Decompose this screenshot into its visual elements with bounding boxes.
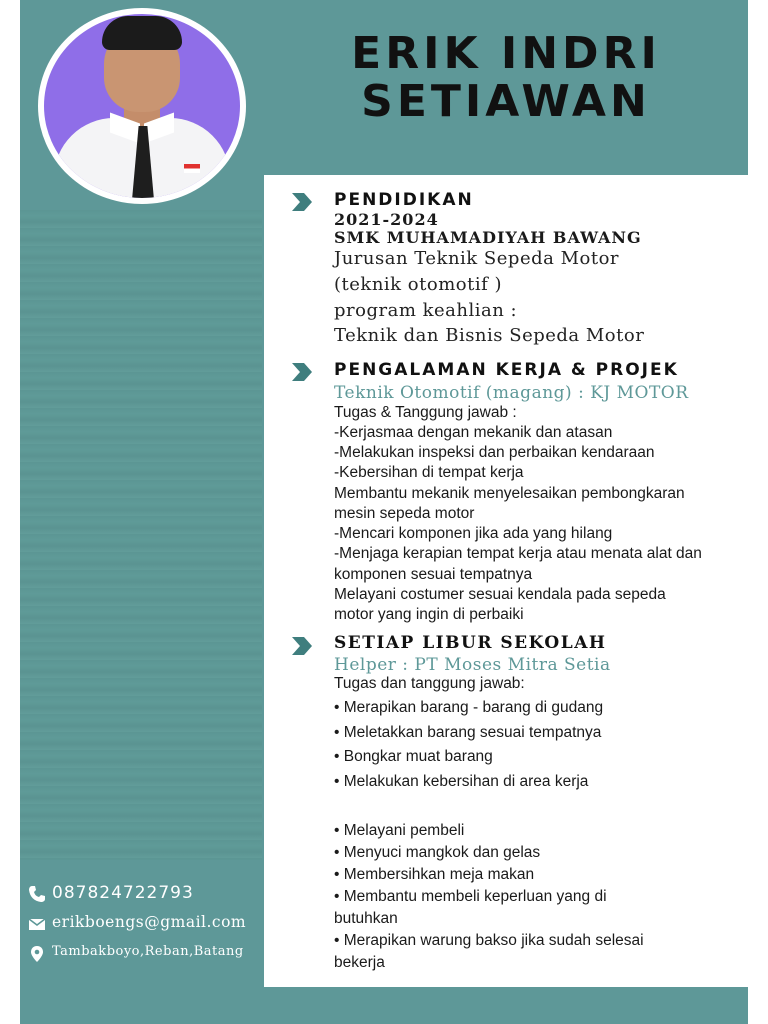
experience-line: -Melakukan inspeksi dan perbaikan kendaraan [334,444,655,461]
location-pin-icon [28,945,46,963]
education-line: program keahlian : [334,300,518,321]
contact-email [28,913,264,935]
contact-phone [28,883,258,907]
education-line: Jurusan Teknik Sepeda Motor [334,248,620,269]
experience-line: -Mencari komponen jika ada yang hilang [334,525,613,542]
holiday-line: • Bongkar muat barang [334,748,493,765]
page-margin [0,0,20,1024]
holiday-line: • Membantu membeli keperluan yang di [334,888,607,905]
holiday-line: • Merapikan warung bakso jika sudah selesai [334,932,644,949]
holiday-line: • Melayani pembeli [334,822,465,839]
education-line: Teknik dan Bisnis Sepeda Motor [334,325,645,346]
sidebar-texture [20,210,262,860]
holiday-line: • Meletakkan barang sesuai tempatnya [334,724,602,741]
experience-line: Melayani costumer sesuai kendala pada sepeda [334,586,666,603]
experience-line: -Kerjasmaa dengan mekanik dan atasan [334,424,613,441]
education-school: SMK MUHAMADIYAH BAWANG [334,228,642,247]
education-line: (teknik otomotif ) [334,274,503,295]
chevron-right-icon [290,362,314,382]
experience-line: motor yang ingin di perbaiki [334,606,524,623]
experience-heading: PENGALAMAN KERJA & PROJEK [334,360,679,380]
experience-line: mesin sepeda motor [334,505,475,522]
name-line-2: SETIAWAN [361,76,651,127]
experience-line: komponen sesuai tempatnya [334,566,533,583]
experience-line: -Menjaga kerapian tempat kerja atau menata alat dan [334,545,702,562]
name-line-1: ERIK INDRI [351,28,661,79]
address-text: Tambakboyo,Reban,Batang [52,944,244,959]
phone-icon [28,885,46,903]
phone-text: 087824722793 [52,883,194,903]
chevron-right-icon [290,636,314,656]
holiday-heading: SETIAP LIBUR SEKOLAH [334,633,607,653]
holiday-line: bekerja [334,954,385,971]
education-heading: PENDIDIKAN [334,190,474,210]
holiday-line: • Membersihkan meja makan [334,866,535,883]
chevron-right-icon [290,192,314,212]
holiday-job-title: Helper : PT Moses Mitra Setia [334,655,611,675]
holiday-line: Tugas dan tanggung jawab: [334,675,525,692]
experience-line: -Kebersihan di tempat kerja [334,464,524,481]
experience-job-title: Teknik Otomotif (magang) : KJ MOTOR [334,383,689,403]
education-years: 2021-2024 [334,210,439,229]
holiday-line: butuhkan [334,910,398,927]
holiday-line: • Melakukan kebersihan di area kerja [334,773,589,790]
contact-address [28,943,264,965]
holiday-line: • Merapikan barang - barang di gudang [334,699,604,716]
resume-name [296,30,716,126]
holiday-line: • Menyuci mangkok dan gelas [334,844,541,861]
experience-line: Membantu mekanik menyelesaikan pembongkaran [334,485,685,502]
email-icon [28,915,46,933]
profile-photo [44,14,240,198]
email-text: erikboengs@gmail.com [52,913,247,931]
experience-line: Tugas & Tanggung jawab : [334,404,517,421]
